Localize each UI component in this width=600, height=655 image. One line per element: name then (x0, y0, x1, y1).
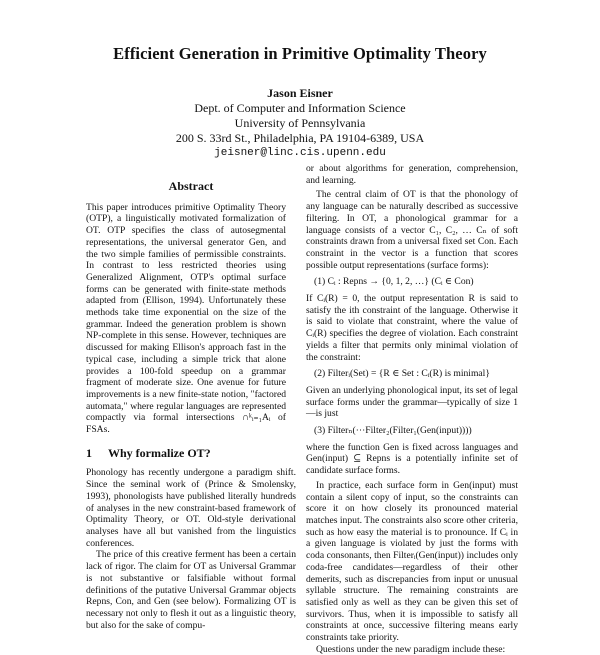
equation-3: (3) Filterₙ(⋯Filter₂(Filter₁(Gen(input)))) (314, 425, 472, 437)
continued-text: or about algorithms for generation, comprehension, and learning. (306, 163, 518, 186)
section-number: 1 (86, 445, 92, 460)
body-paragraph: Given an underlying phonological input, its set of legal surface forms under the grammar—typically of size 1—is just (306, 384, 518, 420)
body-paragraph: The central claim of OT is that the phonology of any language can be naturally described as successive filtering. In OT, a phonological grammar for a language consists of a vector C₁, C₂, … Cₙ of soft constraints drawn from a universal fixed set Con. Each constraint in the vector is a function that scores possible output representations (surface forms): (306, 189, 518, 271)
author-university: University of Pennsylvania (234, 116, 366, 130)
section-heading (86, 445, 296, 460)
author-name: Jason Eisner (267, 86, 333, 100)
body-paragraph: If Cᵢ(R) = 0, the output representation R is said to satisfy the ith constraint of the language. Otherwise it is said to violate that constraint, where the value of Cᵢ(R) specifies the degree of violation. Each constraint yields a filter that permits only minimal violation of the constraint: (306, 293, 518, 363)
body-paragraph: where the function Gen is fixed across languages and Gen(input) ⊆ Repns is a potentially infinite set of candidate surface forms. (306, 441, 518, 477)
abstract-text: This paper introduces primitive Optimality Theory (OTP), a linguistically motivated formalization of OT. OTP specifies the class of autosegmental representations, the universal generator Gen, and the two simple families of permissible constraints. In contrast to less restricted theories using Generalized Alignment, OTP's optimal surface forms can be generated with finite-state methods adapted from (Ellison, 1994). Unfortunately these methods take time exponential on the size of the grammar. Indeed the generation problem is shown NP-complete in this sense. However, techniques are discussed for making Ellison's approach fast in the typical case, including a simple trick that alone provides a 100-fold speedup on a grammar fragment of moderate size. One avenue for future improvements is a new finite-state notion, "factored automata," where regular languages are represented compactly via formal intersections ∩ᵏᵢ₌₁Aᵢ of FSAs. (86, 201, 286, 436)
right-column (306, 163, 518, 655)
author-email: jeisner@linc.cis.upenn.edu (214, 147, 386, 159)
author-address: 200 S. 33rd St., Philadelphia, PA 19104-6389, USA (175, 131, 425, 145)
section-paragraph: The price of this creative ferment has been a certain lack of rigor. The claim for OT as Universal Grammar is not substantive or falsifiable without formal definitions of the putative Universal Grammar objects Repns, Con, and Gen (see below). Formalizing OT is necessary not only to flesh it out as a linguistic theory, but also for the sake of compu- (86, 549, 296, 631)
equation-1: (1) Cᵢ : Repns → {0, 1, 2, …} (Cᵢ ∈ Con) (314, 276, 474, 288)
abstract-heading: Abstract (168, 179, 214, 193)
body-paragraph: In practice, each surface form in Gen(input) must contain a silent copy of input, so the constraints can score it on how closely its pronounced material matches input. The constraints also score other criteria, such as how easy the material is to pronounce. If Cᵢ in a given language is violated by just the forms with coda consonants, then Filterᵢ(Gen(input)) includes only coda-free candidates—regardless of their other demerits, such as discrepancies from input or unusual syllable structure. The remaining constraints are satisfied only as well as they can be given this set of survivors. Thus, when it is impossible to satisfy all constraints at once, successive filtering means early constraints take priority. (306, 479, 518, 644)
left-column (86, 163, 296, 631)
body-paragraph: Questions under the new paradigm include these: (316, 643, 506, 655)
equation-2: (2) Filterᵢ(Set) = {R ∈ Set : Cᵢ(R) is minimal} (314, 368, 490, 380)
section-paragraph: Phonology has recently undergone a paradigm shift. Since the seminal work of (Prince & Smolensky, 1993), phonologists have published literally hundreds of analyses in the new constraint-based framework of Optimality Theory, or OT. Old-style derivational analyses have all but vanished from the linguistics conferences. (86, 467, 296, 549)
author-department: Dept. of Computer and Information Science (194, 101, 406, 115)
paper-title: Efficient Generation in Primitive Optimality Theory (113, 44, 487, 63)
section-title: Why formalize OT? (108, 445, 211, 460)
